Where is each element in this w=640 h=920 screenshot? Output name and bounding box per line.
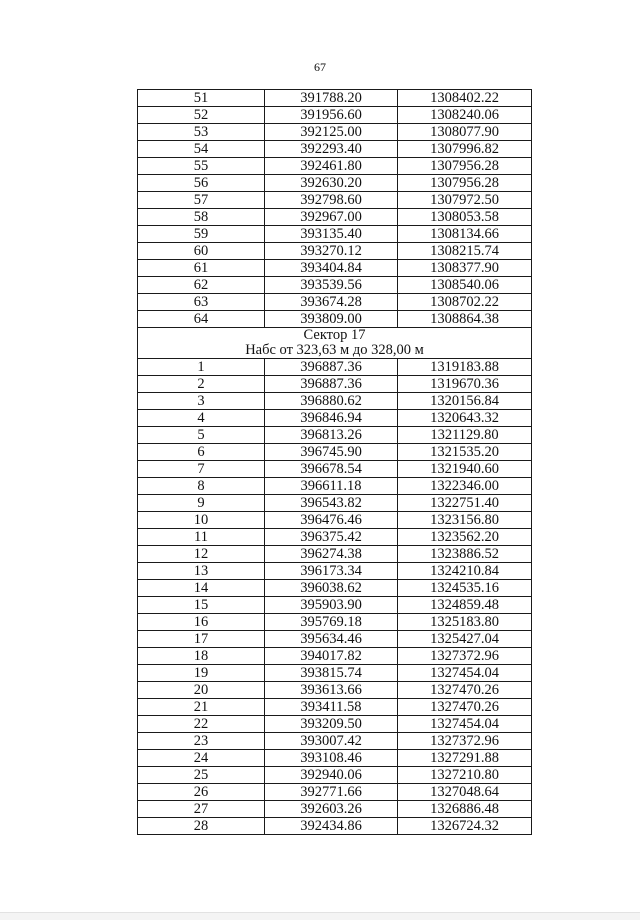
y-coordinate-cell: 1308702.22: [398, 294, 532, 311]
point-number-cell: 57: [138, 192, 265, 209]
point-number-cell: 60: [138, 243, 265, 260]
x-coordinate-cell: 392771.66: [265, 784, 398, 801]
y-coordinate-cell: 1308240.06: [398, 107, 532, 124]
x-coordinate-cell: 392630.20: [265, 175, 398, 192]
point-number-cell: 53: [138, 124, 265, 141]
point-number-cell: 5: [138, 427, 265, 444]
x-coordinate-cell: 396375.42: [265, 529, 398, 546]
x-coordinate-cell: 395634.46: [265, 631, 398, 648]
y-coordinate-cell: 1308053.58: [398, 209, 532, 226]
table-row: [138, 260, 532, 277]
y-coordinate-cell: 1308540.06: [398, 277, 532, 294]
point-number-cell: 64: [138, 311, 265, 328]
table-row: [138, 294, 532, 311]
table-row: [138, 801, 532, 818]
point-number-cell: 16: [138, 614, 265, 631]
table-row: [138, 478, 532, 495]
table-row: [138, 226, 532, 243]
y-coordinate-cell: 1323562.20: [398, 529, 532, 546]
table-row: [138, 175, 532, 192]
point-number-cell: 2: [138, 376, 265, 393]
table-row: [138, 750, 532, 767]
table-row: [138, 682, 532, 699]
table-row: [138, 818, 532, 835]
y-coordinate-cell: 1321535.20: [398, 444, 532, 461]
x-coordinate-cell: 392967.00: [265, 209, 398, 226]
x-coordinate-cell: 393135.40: [265, 226, 398, 243]
point-number-cell: 4: [138, 410, 265, 427]
table-row: [138, 597, 532, 614]
y-coordinate-cell: 1327470.26: [398, 682, 532, 699]
y-coordinate-cell: 1325183.80: [398, 614, 532, 631]
point-number-cell: 26: [138, 784, 265, 801]
x-coordinate-cell: 393108.46: [265, 750, 398, 767]
y-coordinate-cell: 1326886.48: [398, 801, 532, 818]
x-coordinate-cell: 395903.90: [265, 597, 398, 614]
table-row: [138, 90, 532, 107]
y-coordinate-cell: 1323156.80: [398, 512, 532, 529]
y-coordinate-cell: 1321129.80: [398, 427, 532, 444]
y-coordinate-cell: 1320156.84: [398, 393, 532, 410]
point-number-cell: 54: [138, 141, 265, 158]
table-row: [138, 784, 532, 801]
x-coordinate-cell: 392434.86: [265, 818, 398, 835]
table-row: [138, 495, 532, 512]
y-coordinate-cell: 1321940.60: [398, 461, 532, 478]
x-coordinate-cell: 392603.26: [265, 801, 398, 818]
x-coordinate-cell: 393674.28: [265, 294, 398, 311]
x-coordinate-cell: 392798.60: [265, 192, 398, 209]
table-row: [138, 699, 532, 716]
table-row: [138, 529, 532, 546]
x-coordinate-cell: 396611.18: [265, 478, 398, 495]
x-coordinate-cell: 393613.66: [265, 682, 398, 699]
coordinates-table-body: [138, 90, 532, 835]
page-number: 67: [314, 60, 326, 74]
point-number-cell: 62: [138, 277, 265, 294]
y-coordinate-cell: 1307956.28: [398, 175, 532, 192]
table-row: [138, 444, 532, 461]
x-coordinate-cell: 393809.00: [265, 311, 398, 328]
table-row: [138, 546, 532, 563]
point-number-cell: 23: [138, 733, 265, 750]
point-number-cell: 9: [138, 495, 265, 512]
x-coordinate-cell: 393007.42: [265, 733, 398, 750]
point-number-cell: 11: [138, 529, 265, 546]
y-coordinate-cell: 1327210.80: [398, 767, 532, 784]
y-coordinate-cell: 1324859.48: [398, 597, 532, 614]
point-number-cell: 24: [138, 750, 265, 767]
table-row: [138, 376, 532, 393]
x-coordinate-cell: 392940.06: [265, 767, 398, 784]
table-row: [138, 580, 532, 597]
table-row: [138, 631, 532, 648]
table-row: [138, 311, 532, 328]
y-coordinate-cell: 1308215.74: [398, 243, 532, 260]
point-number-cell: 51: [138, 90, 265, 107]
point-number-cell: 63: [138, 294, 265, 311]
x-coordinate-cell: 393404.84: [265, 260, 398, 277]
point-number-cell: 25: [138, 767, 265, 784]
x-coordinate-cell: 396813.26: [265, 427, 398, 444]
y-coordinate-cell: 1323886.52: [398, 546, 532, 563]
table-row: [138, 665, 532, 682]
x-coordinate-cell: 391788.20: [265, 90, 398, 107]
y-coordinate-cell: 1327372.96: [398, 733, 532, 750]
table-row: [138, 461, 532, 478]
y-coordinate-cell: 1308377.90: [398, 260, 532, 277]
point-number-cell: 10: [138, 512, 265, 529]
x-coordinate-cell: 396038.62: [265, 580, 398, 597]
table-row: [138, 393, 532, 410]
sector-elevation-range: Набс от 323,63 м до 328,00 м: [245, 342, 424, 358]
y-coordinate-cell: 1327372.96: [398, 648, 532, 665]
table-row: [138, 158, 532, 175]
y-coordinate-cell: 1320643.32: [398, 410, 532, 427]
x-coordinate-cell: 396274.38: [265, 546, 398, 563]
x-coordinate-cell: 396543.82: [265, 495, 398, 512]
table-row: [138, 141, 532, 158]
y-coordinate-cell: 1324535.16: [398, 580, 532, 597]
sector-title: Сектор 17: [303, 327, 366, 343]
point-number-cell: 14: [138, 580, 265, 597]
y-coordinate-cell: 1327454.04: [398, 716, 532, 733]
point-number-cell: 28: [138, 818, 265, 835]
y-coordinate-cell: 1307972.50: [398, 192, 532, 209]
coordinates-table: [137, 89, 532, 835]
y-coordinate-cell: 1327291.88: [398, 750, 532, 767]
point-number-cell: 13: [138, 563, 265, 580]
point-number-cell: 59: [138, 226, 265, 243]
sector-header: [138, 328, 532, 359]
y-coordinate-cell: 1319670.36: [398, 376, 532, 393]
y-coordinate-cell: 1324210.84: [398, 563, 532, 580]
table-row: [138, 277, 532, 294]
point-number-cell: 21: [138, 699, 265, 716]
point-number-cell: 27: [138, 801, 265, 818]
table-row: [138, 192, 532, 209]
point-number-cell: 22: [138, 716, 265, 733]
table-row: [138, 648, 532, 665]
y-coordinate-cell: 1326724.32: [398, 818, 532, 835]
x-coordinate-cell: 396846.94: [265, 410, 398, 427]
point-number-cell: 6: [138, 444, 265, 461]
y-coordinate-cell: 1308864.38: [398, 311, 532, 328]
point-number-cell: 52: [138, 107, 265, 124]
table-row: [138, 767, 532, 784]
point-number-cell: 55: [138, 158, 265, 175]
x-coordinate-cell: 393270.12: [265, 243, 398, 260]
point-number-cell: 7: [138, 461, 265, 478]
x-coordinate-cell: 393539.56: [265, 277, 398, 294]
y-coordinate-cell: 1307956.28: [398, 158, 532, 175]
x-coordinate-cell: 391956.60: [265, 107, 398, 124]
table-row: [138, 733, 532, 750]
y-coordinate-cell: 1319183.88: [398, 359, 532, 376]
x-coordinate-cell: 396887.36: [265, 376, 398, 393]
y-coordinate-cell: 1327470.26: [398, 699, 532, 716]
y-coordinate-cell: 1327048.64: [398, 784, 532, 801]
table-row: [138, 563, 532, 580]
table-row: [138, 209, 532, 226]
point-number-cell: 19: [138, 665, 265, 682]
y-coordinate-cell: 1308402.22: [398, 90, 532, 107]
point-number-cell: 58: [138, 209, 265, 226]
point-number-cell: 15: [138, 597, 265, 614]
point-number-cell: 18: [138, 648, 265, 665]
table-row: [138, 124, 532, 141]
y-coordinate-cell: 1308077.90: [398, 124, 532, 141]
y-coordinate-cell: 1322346.00: [398, 478, 532, 495]
x-coordinate-cell: 392125.00: [265, 124, 398, 141]
sector-header-row: [138, 328, 532, 359]
x-coordinate-cell: 392293.40: [265, 141, 398, 158]
point-number-cell: 8: [138, 478, 265, 495]
point-number-cell: 12: [138, 546, 265, 563]
x-coordinate-cell: 393815.74: [265, 665, 398, 682]
point-number-cell: 56: [138, 175, 265, 192]
x-coordinate-cell: 393411.58: [265, 699, 398, 716]
x-coordinate-cell: 396173.34: [265, 563, 398, 580]
point-number-cell: 1: [138, 359, 265, 376]
table-row: [138, 359, 532, 376]
x-coordinate-cell: 393209.50: [265, 716, 398, 733]
table-row: [138, 614, 532, 631]
table-row: [138, 427, 532, 444]
x-coordinate-cell: 392461.80: [265, 158, 398, 175]
y-coordinate-cell: 1322751.40: [398, 495, 532, 512]
x-coordinate-cell: 395769.18: [265, 614, 398, 631]
y-coordinate-cell: 1327454.04: [398, 665, 532, 682]
x-coordinate-cell: 396887.36: [265, 359, 398, 376]
x-coordinate-cell: 396476.46: [265, 512, 398, 529]
point-number-cell: 20: [138, 682, 265, 699]
point-number-cell: 3: [138, 393, 265, 410]
x-coordinate-cell: 396880.62: [265, 393, 398, 410]
y-coordinate-cell: 1307996.82: [398, 141, 532, 158]
table-row: [138, 512, 532, 529]
y-coordinate-cell: 1308134.66: [398, 226, 532, 243]
point-number-cell: 61: [138, 260, 265, 277]
point-number-cell: 17: [138, 631, 265, 648]
table-row: [138, 107, 532, 124]
x-coordinate-cell: 396745.90: [265, 444, 398, 461]
table-row: [138, 716, 532, 733]
x-coordinate-cell: 396678.54: [265, 461, 398, 478]
table-row: [138, 410, 532, 427]
y-coordinate-cell: 1325427.04: [398, 631, 532, 648]
x-coordinate-cell: 394017.82: [265, 648, 398, 665]
table-row: [138, 243, 532, 260]
